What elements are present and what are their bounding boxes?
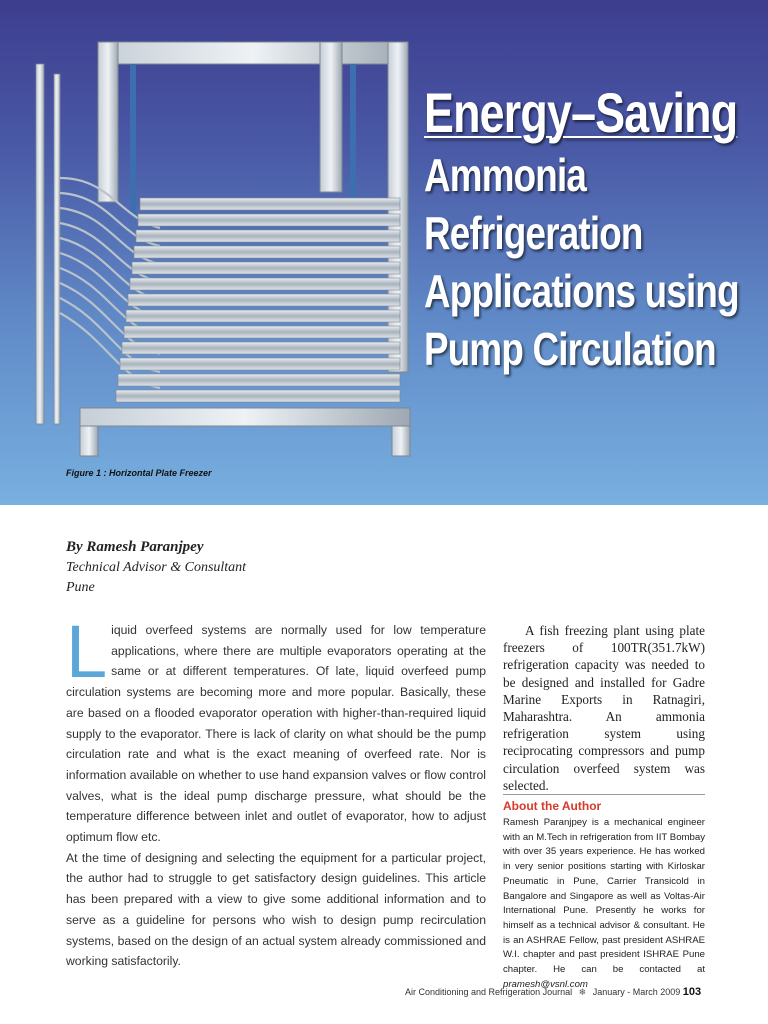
- about-text: [503, 816, 705, 992]
- plate-freezer-image: [20, 28, 430, 468]
- paragraph-1-text: iquid overfeed systems are normally used for low temperature applications, where there are multiple evaporators operating at the same or at different temperatures. Of late, liquid overfeed pump circulation systems are becoming more and more popular. Basically, these are based on a flooded evaporator operation with higher-than-required liquid supply to the evaporator. There is lack of clarity on what should be the pump circulation rate and what is the exact meaning of overfeed rate. Nor is information available on whether to use hand expansion valves or flow control valves, what is the ideal pump discharge pressure, what should be the temperature difference between inlet and outlet of evaporator, how to adjust optimum flow etc.: [66, 623, 486, 845]
- title-line-4: Applications using: [424, 265, 739, 317]
- author-email-link[interactable]: pramesh@vsnl.com: [503, 978, 588, 990]
- title-line-5: Pump Circulation: [424, 323, 716, 375]
- author-name: By Ramesh Paranjpey: [66, 539, 204, 555]
- drop-cap: L: [66, 610, 108, 693]
- author-role: Technical Advisor & Consultant: [66, 560, 247, 575]
- title-line-2: Ammonia: [424, 149, 587, 201]
- page-footer: [405, 986, 705, 998]
- byline: [66, 536, 246, 598]
- article-body-left-column: [66, 610, 486, 972]
- paragraph-2: At the time of designing and selecting the equipment for a particular project, the author had to struggle to get satisfactory design guidelines. This article has been prepared with a view to give some additional information and to serve as a guideline for persons who wish to design pump recirculation systems, based on the design of an actual system already commissioned and working satisfactorily.: [66, 850, 486, 969]
- intro-paragraph: A fish freezing plant using plate freezers of 100TR(351.7kW) refrigeration capacity was needed to be designed and installed for Gadre Marine Exports in Ratnagiri, Maharashtra. An ammonia refrigeration system using reciprocating compressors and pump circulation overfeed system was selected.: [503, 623, 705, 793]
- journal-name: Air Conditioning and Refrigeration Journal: [405, 987, 573, 997]
- title-line-1: Energy–Saving: [424, 81, 738, 144]
- figure-caption: Figure 1 : Horizontal Plate Freezer: [66, 468, 212, 478]
- article-body-right-column: [503, 622, 705, 794]
- article-title: [424, 80, 764, 378]
- issue-date: January - March 2009: [592, 987, 681, 997]
- author-city: Pune: [66, 580, 95, 595]
- paragraph-1: [66, 610, 486, 848]
- page-number: 103: [682, 986, 702, 998]
- hero-banner: [0, 0, 768, 505]
- about-the-author-box: [503, 794, 705, 992]
- snowflake-icon: ❄: [578, 987, 587, 997]
- about-body: Ramesh Paranjpey is a mechanical engineer with an M.Tech in refrigeration from IIT Bombay with over 35 years experience. He has worked in very senior positions starting with Kirloskar Pneumatic in Pune, Carrier Transicold in Bangalore and Singapore as well as Voltas-Air International Pune. Presently he works for himself as a technical advisor & consultant. He is an ASHRAE Fellow, past president ASHRAE W.I. chapter and past president ISHRAE Pune chapter. He can be contacted at: [503, 817, 705, 976]
- about-heading: About the Author: [503, 799, 602, 813]
- title-line-3: Refrigeration: [424, 207, 643, 259]
